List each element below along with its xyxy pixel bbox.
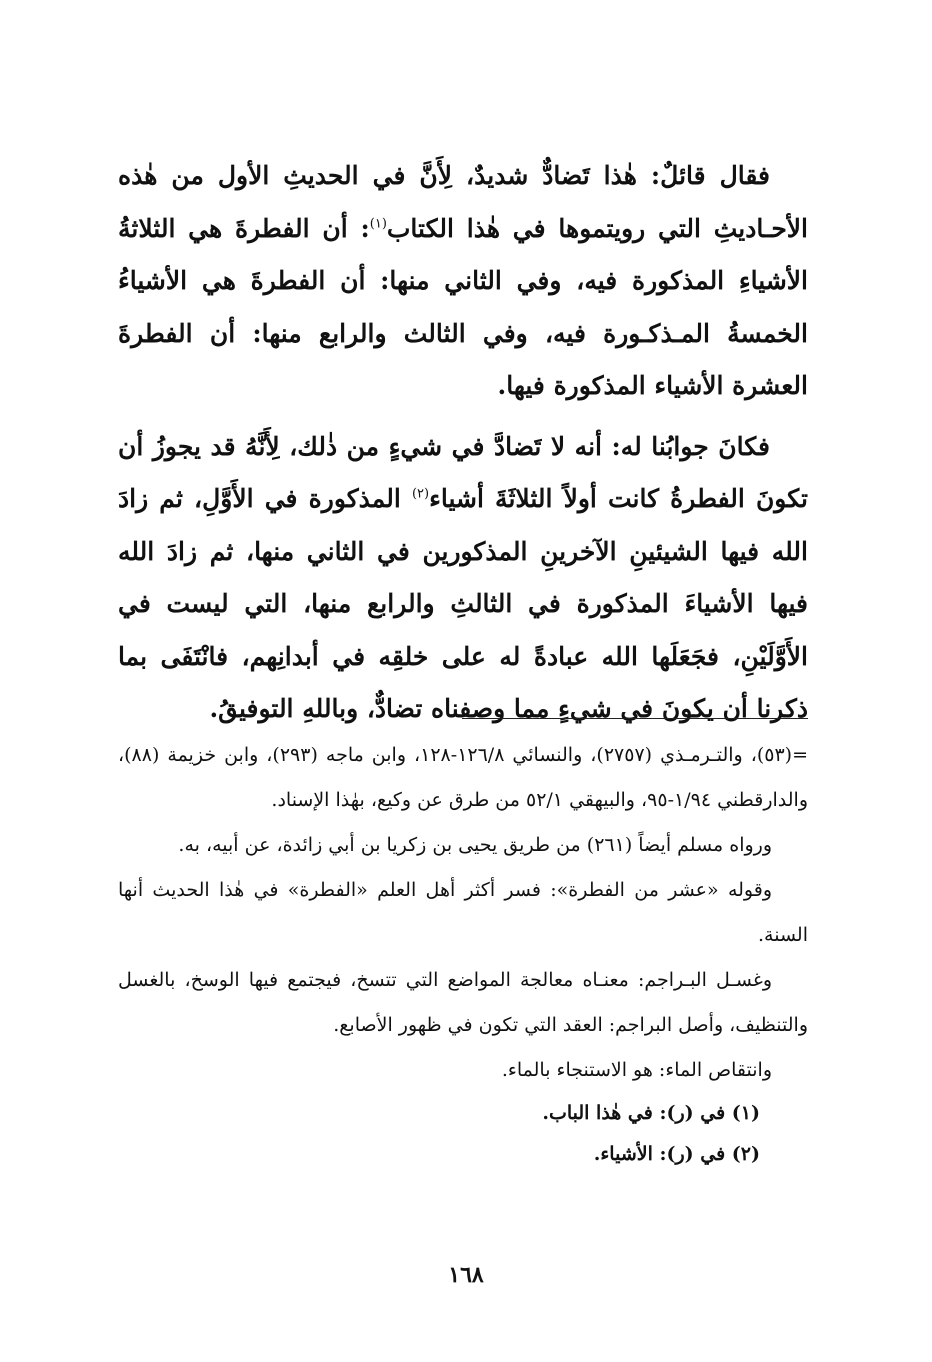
footnote-continuation: =(٥٣)، والتـرمـذي (٢٧٥٧)، والنسائي ١٢٦/٨-١٢٨، وابن ماجه (٢٩٣)، وابن خزيمة (٨٨)، والدارقطني ١/٩٤-٩٥، والبيهقي ٥٢/١ من طرق عن وكيع، بهٰذا الإسناد. xyxy=(118,744,809,811)
footnote-separator xyxy=(462,718,808,719)
footnote-ref-1: (١) xyxy=(369,216,387,232)
page-number: ١٦٨ xyxy=(448,1262,484,1288)
paragraph-2 xyxy=(118,421,808,736)
main-text-block xyxy=(118,150,808,736)
footnote-fitra: وقوله «عشر من الفطرة»: فسر أكثر أهل العلم «الفطرة» في هٰذا الحديث أنها السنة. xyxy=(118,879,808,946)
footnote-barajim: وغسـل البـراجم: معنـاه معالجة المواضع التي تتسخ، فيجتمع فيها الوسخ، بالغسل والتنظيف، وأصل البراجم: العقد التي تكون في ظهور الأصابع. xyxy=(118,969,808,1036)
paragraph-2-text: فكانَ جوابُنا له: أنه لا تَضادَّ في شيءٍ من ذٰلك، لِأَنَّهُ قد يجوزُ أن تكونَ الفطرةُ كانت أولاً الثلاثَةَ أشياء xyxy=(118,431,808,513)
footnotes-block xyxy=(118,733,808,1175)
footnote-muslim: ورواه مسلم أيضاً (٢٦١) من طريق يحيى بن زكريا بن أبي زائدة، عن أبيه، به. xyxy=(178,834,772,856)
paragraph-1-continuation: : أن الفطرةَ هي الثلاثةُ الأشياءِ المذكورة فيه، وفي الثاني منها: أن الفطرةَ هي الأشياءُ الخمسةُ المـذكـورة فيه، وفي الثالث والرابع منها: أن الفطرةَ العشرة الأشياء المذكورة فيها. xyxy=(118,213,808,400)
footnote-ref-2: (٢) xyxy=(411,486,430,502)
paragraph-1-text: فقال قائلٌ: هٰذا تَضادٌّ شديدٌ، لِأَنَّ في الحديثِ الأول من هٰذه الأحـاديثِ التي رويتموها في هٰذا الكتاب xyxy=(118,161,808,243)
footnote-intiqas: وانتقاص الماء: هو الاستنجاء بالماء. xyxy=(501,1059,772,1081)
footnote-ref-note-1: (١) في (ر): في هٰذا الباب. xyxy=(542,1102,760,1124)
footnote-ref-note-2: (٢) في (ر): الأشياء. xyxy=(593,1143,760,1165)
paragraph-2-continuation: المذكورة في الأَوَّلِ، ثم زادَ الله فيها الشيئينِ الآخرينِ المذكورين في الثاني منها، ثم زادَ الله فيها الأشياءَ المذكورة في الثالثِ والرابع منها، التي ليست في الأَوَّلَيْنِ، فجَعَلَها الله عبادةً له على خلقِه في أبدانِهم، فانْتَفَى بما ذكرنا أن يكونَ في شيءٍ مما وصفناه تضادٌّ، وباللهِ التوفيقُ. xyxy=(118,484,808,723)
paragraph-1 xyxy=(118,150,808,413)
